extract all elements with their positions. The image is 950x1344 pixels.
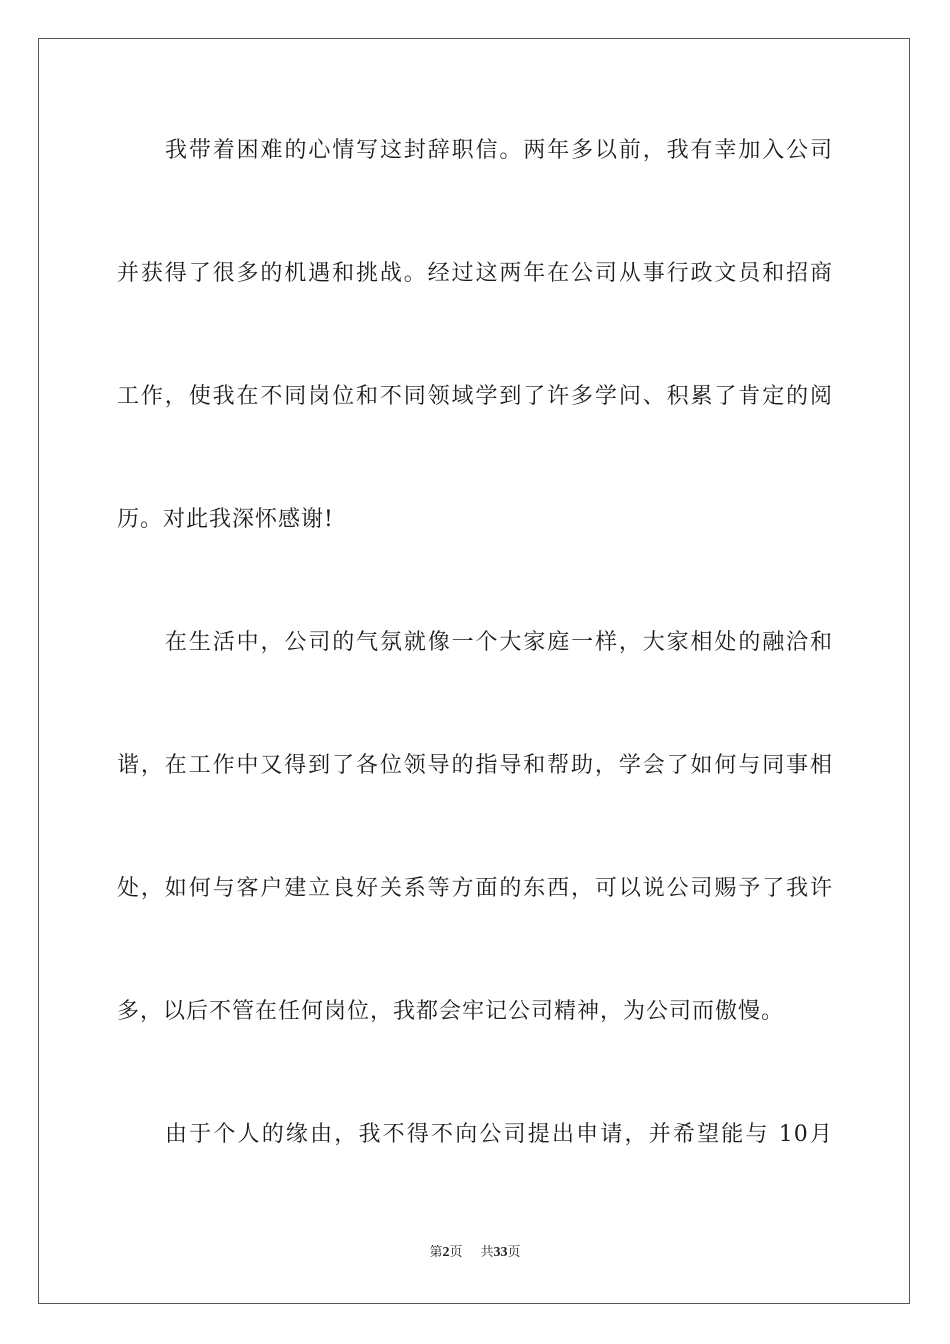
paragraph-1-line-4: 历。对此我深怀感谢! [117,507,334,532]
total-pages: 33 [493,1245,508,1260]
total-suffix: 页 [507,1245,521,1260]
page-frame [38,38,910,1304]
page-footer [0,1244,950,1262]
page-number: 2 [442,1245,450,1260]
paragraph-2-line-3: 处，如何与客户建立良好关系等方面的东西，可以说公司赐予了我许 [117,876,833,901]
paragraph-1-line-2: 并获得了很多的机遇和挑战。经过这两年在公司从事行政文员和招商 [117,261,833,286]
paragraph-3-line-1: 由于个人的缘由，我不得不向公司提出申请，并希望能与 10月 [165,1122,833,1147]
total-prefix: 共 [480,1245,494,1260]
page-suffix: 页 [449,1245,463,1260]
paragraph-2-line-4: 多，以后不管在任何岗位，我都会牢记公司精神，为公司而傲慢。 [117,999,785,1024]
paragraph-1-line-1: 我带着困难的心情写这封辞职信。两年多以前，我有幸加入公司 [165,138,833,163]
page-prefix: 第 [429,1245,443,1260]
paragraph-2-line-1: 在生活中，公司的气氛就像一个大家庭一样，大家相处的融洽和 [165,630,833,655]
paragraph-1-line-3: 工作，使我在不同岗位和不同领域学到了许多学问、积累了肯定的阅 [117,384,833,409]
paragraph-2-line-2: 谐，在工作中又得到了各位领导的指导和帮助，学会了如何与同事相 [117,753,833,778]
